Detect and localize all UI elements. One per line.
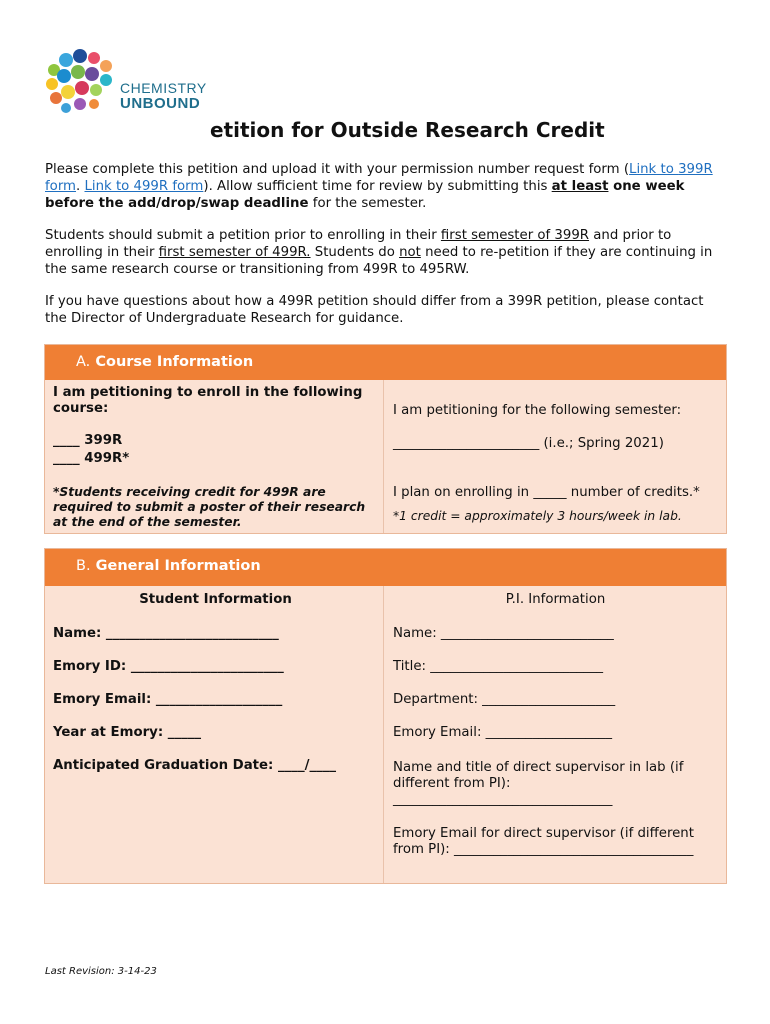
intro-text: and prior to enrolling in their [45,228,672,260]
chemistry-unbound-logo [44,46,234,118]
course-prompt: I am petitioning to enroll in the following course: [53,385,363,416]
logo-line-1: CHEMISTRY [120,80,207,96]
logo-line-2: UNBOUND [120,95,201,112]
section-header [45,345,726,380]
intro-text: ). Allow sufficient time for review by submitting this [203,179,552,194]
emphasis-at-least: at least [551,179,609,194]
column-divider [383,586,384,883]
course-information-section [44,344,727,534]
section-title: Course Information [95,354,254,370]
underlined-text: not [399,245,421,260]
supervisor-name-field[interactable]: Name and title of direct supervisor in lab (if different from PI): _________________________________ [393,760,684,807]
course-option-399r[interactable]: ____ 399R [53,433,123,448]
student-info-header: Student Information [139,592,292,607]
section-header [45,549,726,586]
student-emory-id-field[interactable]: Emory ID: _______________________ [53,659,284,674]
semester-field[interactable]: ______________________ (i.e.; Spring 2021) [393,436,664,451]
pi-department-field[interactable]: Department: ____________________ [393,692,616,707]
link-text: 399R form [45,162,713,194]
general-information-section [44,548,727,884]
student-year-field[interactable]: Year at Emory: _____ [53,725,202,740]
supervisor-email-field[interactable]: Emory Email for direct supervisor (if different from PI): ____________________________________ [393,826,694,857]
column-divider [383,380,384,533]
semester-prompt: I am petitioning for the following semester: [393,403,682,418]
intro-paragraph-1 [45,161,725,212]
intro-text: Please complete this petition and upload it with your permission number request form ( [45,162,630,177]
logo-wordmark [120,80,207,112]
intro-paragraph-2 [45,227,725,278]
credit-hours-note: *1 credit = approximately 3 hours/week in lab. [393,509,682,523]
student-name-field[interactable]: Name: __________________________ [53,626,279,641]
intro-text: Students do [310,245,400,260]
course-option-499r[interactable]: ____ 499R* [53,451,130,466]
intro-text: need to re-petition if they are continuing in the same research course or transitioning from 499R to 495RW. [45,245,713,277]
graduation-date-field[interactable]: Anticipated Graduation Date: ____/____ [53,758,337,773]
intro-text: . [76,179,85,194]
page-title: etition for Outside Research Credit [210,118,605,142]
last-revision: Last Revision: 3-14-23 [45,966,157,977]
pi-name-field[interactable]: Name: __________________________ [393,626,614,641]
section-letter: A. [76,354,91,370]
link-499r-form[interactable]: Link to 499R form [84,179,204,194]
intro-text: for the semester. [308,196,427,211]
underlined-text: first semester of 399R [440,228,590,243]
hexagon-cluster-icon [44,46,124,116]
pi-title-field[interactable]: Title: __________________________ [393,659,604,674]
emphasis-deadline: one week before the add/drop/swap deadline [45,179,685,211]
pi-info-header: P.I. Information [505,592,606,607]
link-text: Link to [629,162,679,177]
underlined-text: first semester of 499R. [158,245,311,260]
student-email-field[interactable]: Emory Email: ___________________ [53,692,283,707]
section-title: General Information [95,558,261,574]
section-letter: B. [76,558,91,574]
credits-field[interactable]: I plan on enrolling in _____ number of credits.* [393,485,700,500]
intro-paragraph-3: If you have questions about how a 499R petition should differ from a 399R petition, please contact the Director of Undergraduate Research for guidance. [45,294,704,326]
poster-requirement-note: *Students receiving credit for 499R are required to submit a poster of their research at the end of the semester. [53,485,366,529]
pi-email-field[interactable]: Emory Email: ___________________ [393,725,612,740]
intro-text: Students should submit a petition prior to enrolling in their [45,228,441,243]
